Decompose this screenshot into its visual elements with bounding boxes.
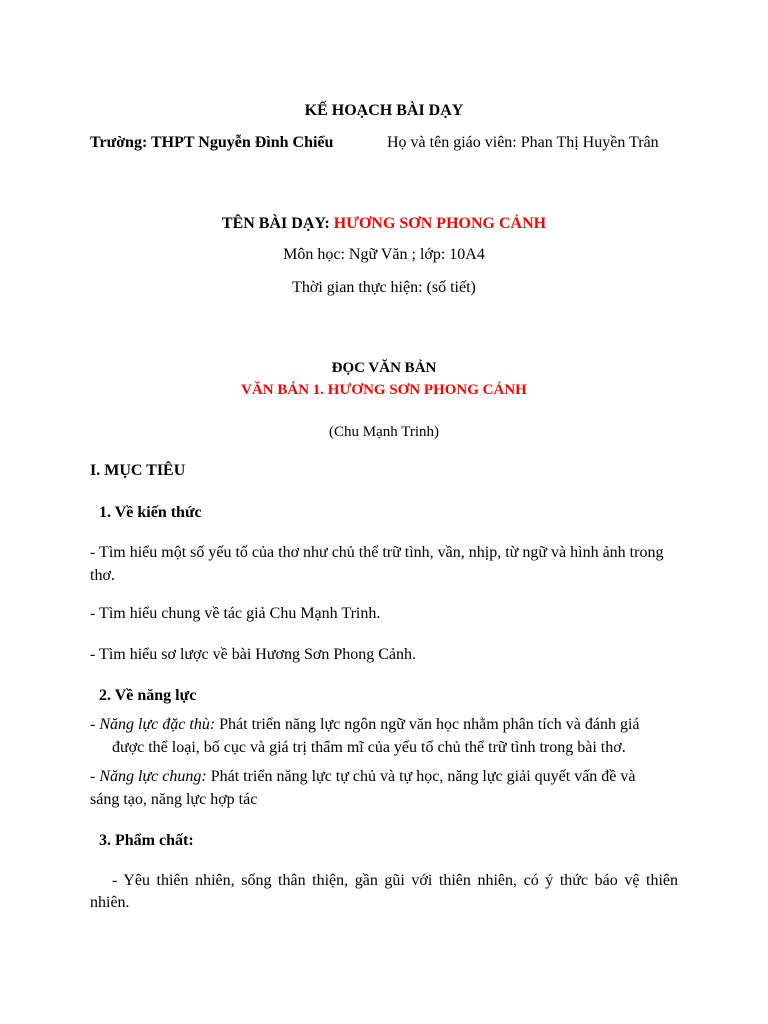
general-competence-text: Phát triển năng lực tự chủ và tự học, năng lực giải quyết vấn đề và	[206, 768, 636, 785]
qualities-item-continuation: nhiên.	[90, 894, 130, 911]
specific-competence-text: Phát triển năng lực ngôn ngữ văn học nhằm phân tích và đánh giá	[215, 716, 640, 733]
school-name: Trường: THPT Nguyễn Đình Chiểu	[90, 134, 334, 151]
general-competence	[90, 767, 636, 787]
knowledge-item: - Tìm hiểu chung về tác giả Chu Mạnh Trinh.	[90, 605, 381, 622]
teacher-name: Họ và tên giáo viên: Phan Thị Huyền Trân	[387, 134, 659, 151]
competence-heading: 2. Về năng lực	[99, 687, 197, 704]
qualities-item: - Yêu thiên nhiên, sống thân thiện, gần gũi với thiên nhiên, có ý thức báo vệ thiên	[112, 872, 678, 889]
lesson-name-value: HƯƠNG SƠN PHONG CẢNH	[333, 215, 547, 232]
lesson-subject: Môn học: Ngữ Văn ; lớp: 10A4	[283, 246, 485, 263]
reading-heading: ĐỌC VĂN BẢN	[331, 360, 437, 376]
qualities-heading: 3. Phẩm chất:	[99, 832, 194, 849]
bullet-dash: -	[90, 768, 100, 785]
lesson-name	[0, 214, 768, 234]
general-competence-continuation: sáng tạo, năng lực hợp tác	[90, 791, 258, 808]
knowledge-item: - Tìm hiểu sơ lược về bài Hương Sơn Phong Cảnh.	[90, 646, 416, 663]
general-competence-label: Năng lực chung:	[99, 768, 207, 785]
reading-author: (Chu Mạnh Trinh)	[328, 424, 440, 440]
lesson-name-label: TÊN BÀI DẠY:	[221, 215, 334, 232]
knowledge-item: - Tìm hiểu một số yếu tố của thơ như chủ thể trữ tình, vần, nhịp, từ ngữ và hình ảnh trong thơ.	[90, 544, 664, 584]
specific-competence-continuation: được thể loại, bố cục và giá trị thẩm mĩ của yếu tố chủ thể trữ tình trong bài thơ.	[112, 739, 626, 756]
specific-competence-label: Năng lực đặc thù:	[99, 716, 216, 733]
objectives-heading: I. MỤC TIÊU	[90, 462, 186, 479]
bullet-dash: -	[90, 716, 100, 733]
document-title: KẾ HOẠCH BÀI DẠY	[304, 102, 464, 119]
knowledge-heading: 1. Về kiến thức	[99, 504, 202, 521]
lesson-duration: Thời gian thực hiện: (số tiết)	[292, 279, 476, 296]
specific-competence	[90, 715, 678, 735]
reading-text-title: VĂN BẢN 1. HƯƠNG SƠN PHONG CẢNH	[241, 382, 527, 398]
